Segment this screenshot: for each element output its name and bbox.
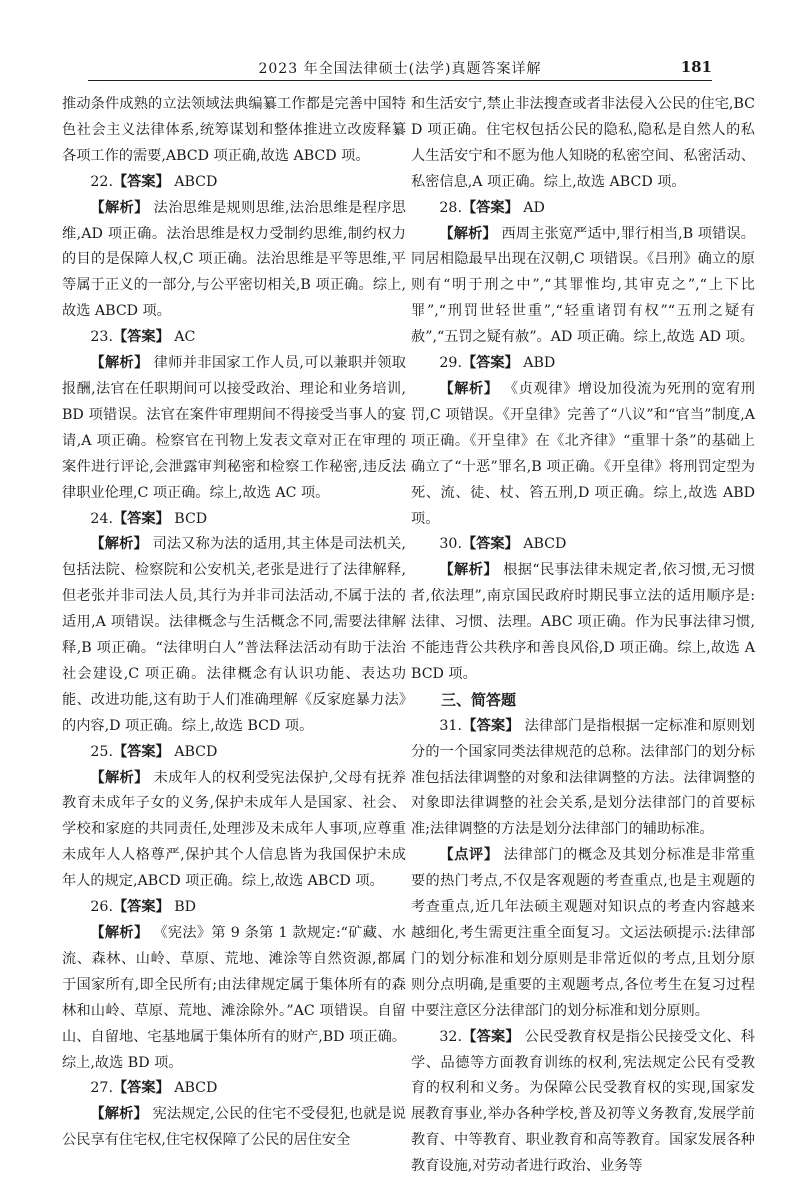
answer-line — [62, 507, 406, 533]
explanation-text: 根据“民事法律未规定者,依习惯,无习惯者,依法理”,南京国民政府时期民事立法的适用顺序是:法律、习惯、法理。ABC 项正确。作为民事法律习惯,不能违背公共秩序和善良风俗,D 项正确。综上,故选 ABCD 项。 — [411, 562, 755, 682]
answer-label: 【答案】 — [461, 1028, 520, 1045]
question-number: 26. — [90, 899, 113, 916]
explanation-text: 法治思维是规则思维,法治思维是程序思维,AD 项正确。法治思维是权力受制约思维,制约权力的目的是保障人权,C 项正确。法治思维是平等思维,平等属于正义的一部分,与公平密切相关,B 项正确。综上,故选 ABCD 项。 — [62, 199, 406, 320]
question-number: 27. — [90, 1080, 113, 1097]
explanation-label: 【解析】 — [90, 925, 149, 941]
question-number: 25. — [90, 743, 113, 760]
explanation-paragraph — [62, 1102, 406, 1154]
explanation-text: 《宪法》第 9 条第 1 款规定:“矿藏、水流、森林、山岭、草原、荒地、滩涂等自然资源,都属于国家所有,即全民所有;由法律规定属于集体所有的森林和山岭、草原、荒地、滩涂除外。”AC 项错误。自留山、自留地、宅基地属于集体所有的财产,BD 项正确。综上,故选 BD 项。 — [62, 925, 406, 1071]
explanation-paragraph — [411, 558, 755, 688]
answer-label: 【答案】 — [112, 899, 170, 916]
answer-line — [62, 895, 406, 921]
answer-line — [62, 740, 406, 766]
question-number: 30. — [439, 536, 462, 553]
explanation-label: 【解析】 — [439, 562, 499, 579]
question-number: 31. — [439, 717, 462, 734]
explanation-text: 西周主张宽严适中,罪行相当,B 项错误。同居相隐最早出现在汉朝,C 项错误。《吕刑》确立的原则有“明于刑之中”,“其罪惟均,其审克之”,“上下比罪”,“刑罚世轻世重”,“轻重诸罚有权”“五刑之疑有赦”,“五罚之疑有赦”。AD 项正确。综上,故选 AD 项。 — [411, 225, 755, 346]
continuation-paragraph — [411, 92, 755, 196]
explanation-label: 【解析】 — [90, 536, 148, 553]
right-column — [411, 92, 755, 1180]
answer-value: AC — [174, 329, 196, 346]
explanation-paragraph — [62, 921, 406, 1076]
answer-value: ABCD — [174, 173, 218, 190]
answer-label: 【答案】 — [112, 743, 170, 760]
answer-line — [411, 1025, 755, 1180]
left-column — [62, 92, 406, 1154]
explanation-paragraph — [62, 532, 406, 739]
explanation-paragraph — [411, 843, 755, 1024]
section-heading: 三、简答题 — [441, 690, 517, 709]
answer-value: BD — [174, 899, 197, 916]
explanation-paragraph — [62, 196, 406, 326]
explanation-label: 【点评】 — [439, 847, 499, 864]
answer-line — [411, 714, 755, 844]
answer-line — [411, 532, 755, 558]
question-number: 24. — [90, 510, 113, 527]
running-header — [88, 58, 712, 81]
explanation-label: 【解析】 — [90, 1106, 148, 1123]
header-title: 2023 年全国法律硕士(法学)真题答案详解 — [258, 61, 542, 77]
answer-value: ABCD — [174, 1080, 218, 1097]
answer-value: 公民受教育权是指公民接受文化、科学、品德等方面教育训练的权利,宪法规定公民有受教育的权利和义务。为保障公民受教育权的实现,国家发展教育事业,举办各种学校,普及初等义务教育,发展学前教育、中等教育、职业教育和高等教育。国家发展各种教育设施,对劳动者进行政治、业务等 — [411, 1028, 755, 1175]
answer-label: 【答案】 — [461, 355, 519, 372]
explanation-label: 【解析】 — [90, 769, 149, 786]
paragraph-text: 推动条件成熟的立法领域法典编纂工作都是完善中国特色社会主义法律体系,统筹谋划和整体推进立改废释纂各项工作的需要,ABCD 项正确,故选 ABCD 项。 — [62, 96, 406, 164]
explanation-label: 【解析】 — [90, 199, 149, 216]
answer-line — [62, 1076, 406, 1102]
question-number: 28. — [439, 199, 462, 216]
answer-label: 【答案】 — [112, 1080, 170, 1097]
explanation-text: 未成年人的权利受宪法保护,父母有抚养教育未成年子女的义务,保护未成年人是国家、社会、学校和家庭的共同责任,处理涉及未成年人事项,应尊重未成年人人格尊严,保护其个人信息皆为我国保护未成年人的规定,ABCD 项正确。综上,故选 ABCD 项。 — [62, 769, 406, 890]
explanation-paragraph — [411, 222, 755, 352]
answer-value: ABCD — [174, 743, 218, 760]
answer-value: ABCD — [523, 536, 567, 553]
answer-label: 【答案】 — [112, 329, 170, 346]
explanation-paragraph — [62, 766, 406, 896]
paragraph-text: 和生活安宁,禁止非法搜查或者非法侵入公民的住宅,BCD 项正确。住宅权包括公民的隐私,隐私是自然人的私人生活安宁和不愿为他人知晓的私密空间、私密活动、私密信息,A 项正确。综上,故选 ABCD 项。 — [411, 96, 755, 190]
question-number: 29. — [439, 355, 462, 372]
page-number: 181 — [680, 58, 712, 76]
continuation-paragraph — [62, 92, 406, 170]
explanation-label: 【解析】 — [90, 355, 149, 372]
answer-line — [411, 351, 755, 377]
explanation-text: 宪法规定,公民的住宅不受侵犯,也就是说公民享有住宅权,住宅权保障了公民的居住安全 — [62, 1106, 406, 1149]
answer-label: 【答案】 — [461, 536, 519, 553]
explanation-text: 司法又称为法的适用,其主体是司法机关,包括法院、检察院和公安机关,老张是进行了法律解释,但老张并非司法人员,其行为并非司法活动,不属于法的适用,A 项错误。法律概念与生活概念不同,需要法律解释,B 项正确。“法律明白人”普法释法活动有助于法治社会建设,C 项正确。法律概念有认识功能、表达功能、改进功能,这有助于人们准确理解《反家庭暴力法》的内容,D 项正确。综上,故选 BCD 项。 — [62, 536, 406, 734]
question-number: 22. — [90, 173, 113, 190]
explanation-paragraph — [411, 377, 755, 532]
answer-value: 法律部门是指根据一定标准和原则划分的一个国家同类法律规范的总称。法律部门的划分标准包括法律调整的对象和法律调整的方法。法律调整的对象即法律调整的社会关系,是划分法律部门的首要标准;法律调整的方法是划分法律部门的辅助标准。 — [411, 717, 755, 838]
answer-value: AD — [523, 199, 545, 216]
explanation-label: 【解析】 — [439, 380, 499, 397]
answer-label: 【答案】 — [461, 199, 519, 216]
answer-label: 【答案】 — [112, 510, 170, 527]
answer-line — [62, 325, 406, 351]
answer-value: BCD — [174, 510, 208, 527]
question-number: 32. — [439, 1028, 462, 1045]
explanation-paragraph — [62, 351, 406, 506]
explanation-text: 《贞观律》增设加役流为死刑的宽宥刑罚,C 项错误。《开皇律》完善了“八议”和“官当”制度,A 项正确。《开皇律》在《北齐律》“重罪十条”的基础上确立了“十恶”罪名,B 项正确。《开皇律》将刑罚定型为死、流、徒、杖、笞五刑,D 项正确。综上,故选 ABD 项。 — [411, 380, 755, 527]
explanation-text: 法律部门的概念及其划分标准是非常重要的热门考点,不仅是客观题的考查重点,也是主观题的考查重点,近几年法硕主观题对知识点的考查内容越来越细化,考生需更注重全面复习。文运法硕提示:法律部门的划分标准和划分原则是非常近似的考点,且划分原则分点明确,是重要的主观题考点,各位考生在复习过程中要注意区分法律部门的划分标准和划分原则。 — [411, 847, 755, 1019]
explanation-label: 【解析】 — [439, 225, 497, 242]
explanation-text: 律师并非国家工作人员,可以兼职并领取报酬,法官在任职期间可以接受政治、理论和业务培训,BD 项错误。法官在案件审理期间不得接受当事人的宴请,A 项正确。检察官在刊物上发表文章对正在审理的案件进行评论,会泄露审判秘密和检察工作秘密,违反法律职业伦理,C 项正确。综上,故选 AC 项。 — [62, 355, 406, 501]
answer-line — [62, 170, 406, 196]
answer-value: ABD — [523, 355, 556, 372]
answer-line — [411, 196, 755, 222]
answer-label: 【答案】 — [112, 173, 170, 190]
question-number: 23. — [90, 329, 113, 346]
answer-label: 【答案】 — [461, 717, 520, 734]
